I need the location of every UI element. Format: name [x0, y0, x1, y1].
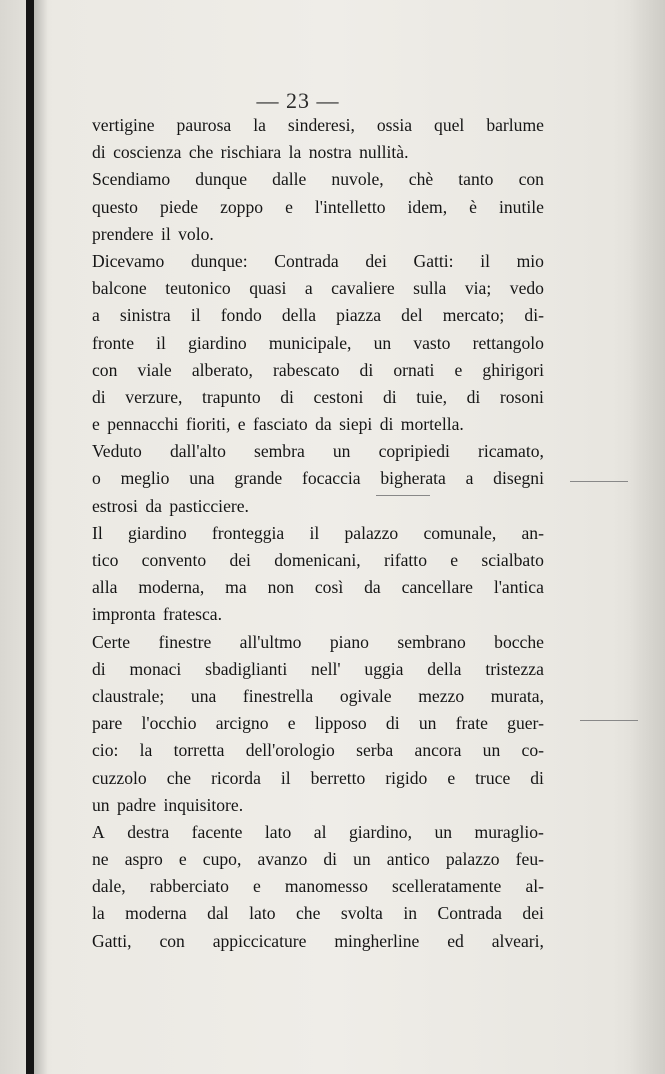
text-line: estrosi da pasticciere. — [92, 495, 249, 516]
paragraph — [92, 819, 544, 955]
paragraph — [92, 248, 544, 438]
paragraph — [92, 520, 544, 629]
text-line: impronta fratesca. — [92, 604, 223, 625]
text-line: a sinistra il fondo della piazza del mercato; di- — [92, 305, 544, 326]
text-line: A destra facente lato al giardino, un muraglio- — [92, 821, 544, 842]
text-line: questo piede zoppo e l'intelletto idem, è inutile — [92, 196, 544, 217]
page-edge-shading — [629, 0, 665, 1074]
paragraph — [92, 166, 544, 248]
paragraph — [92, 438, 544, 520]
text-line: claustrale; una finestrella ogivale mezzo murata, — [92, 685, 544, 706]
text-line: cio: la torretta dell'orologio serba ancora un co- — [92, 740, 544, 761]
stray-mark — [580, 720, 638, 721]
text-line: fronte il giardino municipale, un vasto rettangolo — [92, 332, 544, 353]
stray-mark — [570, 481, 628, 482]
text-line: balcone teutonico quasi a cavaliere sulla via; vedo — [92, 278, 544, 299]
text-line: vertigine paurosa la sinderesi, ossia quel barlume — [92, 115, 544, 135]
text-line: cuzzolo che ricorda il berretto rigido e truce di — [92, 767, 544, 788]
paragraph — [92, 112, 544, 166]
text-line: di coscienza che rischiara la nostra nullità. — [92, 142, 409, 163]
text-line: o meglio una grande focaccia bigherata a disegni — [92, 468, 544, 489]
paragraph — [92, 629, 544, 819]
text-line: e pennacchi fioriti, e fasciato da siepi di mortella. — [92, 414, 464, 435]
text-line: Gatti, con appiccicature mingherline ed alveari, — [92, 930, 544, 951]
stray-mark — [376, 495, 430, 496]
text-line: alla moderna, ma non così da cancellare l'antica — [92, 577, 544, 598]
page-text — [92, 112, 544, 955]
book-spine-edge — [26, 0, 34, 1074]
text-line: Il giardino fronteggia il palazzo comunale, an- — [92, 522, 544, 543]
page-number: — 23 — — [256, 88, 340, 113]
text-line: ne aspro e cupo, avanzo di un antico palazzo feu- — [92, 849, 544, 870]
text-line: pare l'occhio arcigno e lipposo di un frate guer- — [92, 713, 544, 734]
text-line: Dicevamo dunque: Contrada dei Gatti: il mio — [92, 250, 544, 271]
text-line: di verzure, trapunto di cestoni di tuie, di rosoni — [92, 386, 544, 407]
gutter-shadow — [34, 0, 48, 1074]
text-line: con viale alberato, rabescato di ornati e ghirigori — [92, 359, 544, 380]
text-line: Veduto dall'alto sembra un copripiedi ricamato, — [92, 441, 544, 462]
text-line: tico convento dei domenicani, rifatto e scialbato — [92, 550, 544, 570]
text-line: un padre inquisitore. — [92, 794, 244, 815]
text-line: Certe finestre all'ultmo piano sembrano bocche — [92, 631, 544, 652]
text-line: Scendiamo dunque dalle nuvole, chè tanto con — [92, 169, 544, 190]
text-line: di monaci sbadiglianti nell' uggia della tristezza — [92, 658, 544, 679]
text-line: la moderna dal lato che svolta in Contrada dei — [92, 903, 544, 924]
text-line: dale, rabberciato e manomesso scelleratamente al- — [92, 876, 544, 897]
text-line: prendere il volo. — [92, 223, 214, 244]
